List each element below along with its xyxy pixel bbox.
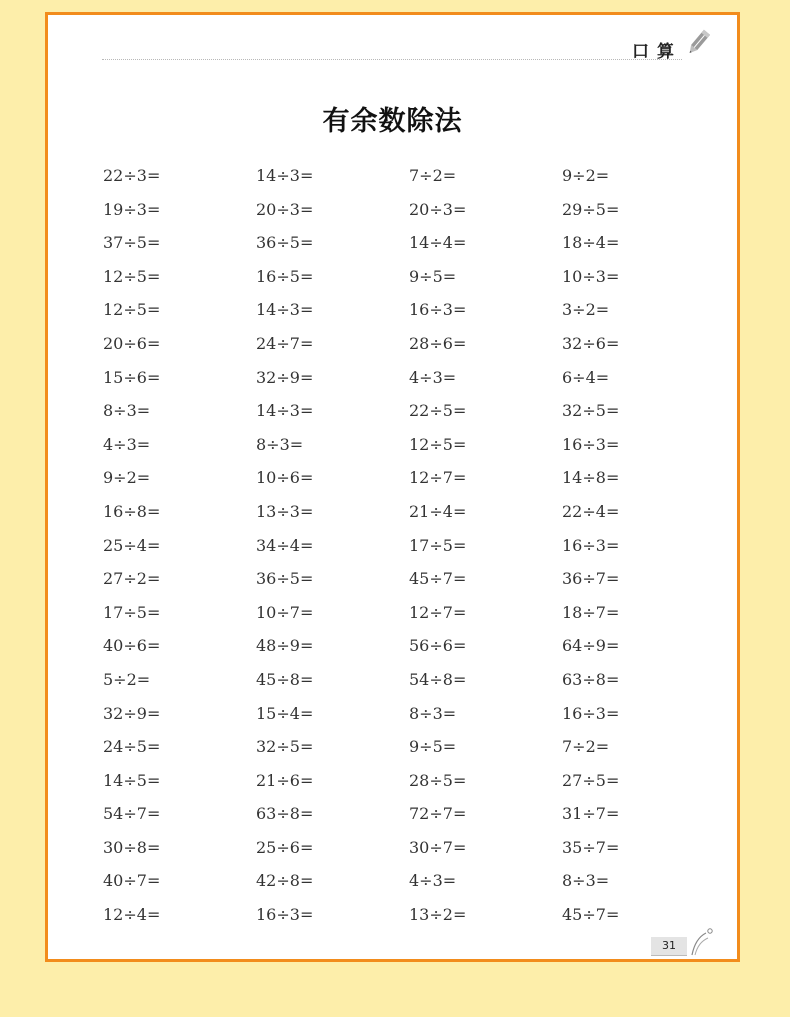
problem-item: 36÷5= (256, 569, 314, 589)
worksheet-page (45, 12, 740, 962)
problem-item: 25÷6= (256, 837, 314, 857)
problem-item: 36÷5= (256, 233, 314, 253)
problem-item: 63÷8= (256, 804, 314, 824)
problem-item: 7÷2= (562, 737, 610, 757)
problem-item: 28÷5= (409, 770, 467, 790)
problem-item: 27÷5= (562, 770, 620, 790)
problem-item: 30÷8= (103, 837, 161, 857)
problem-item: 29÷5= (562, 199, 620, 219)
problem-item: 4÷3= (409, 367, 457, 387)
problem-item: 36÷7= (562, 569, 620, 589)
problem-item: 30÷7= (409, 837, 467, 857)
problem-item: 9÷5= (409, 266, 457, 286)
problem-item: 14÷3= (256, 401, 314, 421)
problem-item: 9÷2= (562, 166, 610, 185)
problem-item: 10÷7= (256, 602, 314, 622)
problem-item: 16÷3= (256, 905, 314, 925)
pencil-icon (685, 29, 711, 57)
problem-item: 9÷2= (103, 468, 151, 488)
problem-item: 12÷7= (409, 602, 467, 622)
problem-item: 45÷8= (256, 669, 314, 689)
problem-item: 20÷3= (256, 199, 314, 219)
problem-item: 12÷5= (103, 266, 161, 286)
problem-item: 16÷3= (562, 434, 620, 454)
header-label: 口算 (632, 42, 682, 62)
problem-item: 8÷3= (409, 703, 457, 723)
problem-item: 63÷8= (562, 669, 620, 689)
problem-item: 42÷8= (256, 871, 314, 891)
problem-item: 45÷7= (409, 569, 467, 589)
problem-item: 64÷9= (562, 636, 620, 656)
problem-item: 20÷6= (103, 333, 161, 353)
problem-item: 7÷2= (409, 166, 457, 185)
problem-item: 14÷5= (103, 770, 161, 790)
problem-item: 10÷6= (256, 468, 314, 488)
problem-item: 17÷5= (103, 602, 161, 622)
problem-item: 4÷3= (103, 434, 151, 454)
problem-item: 14÷3= (256, 166, 314, 185)
problem-item: 22÷3= (103, 166, 161, 185)
problem-item: 8÷3= (562, 871, 610, 891)
problem-item: 22÷4= (562, 501, 620, 521)
problem-item: 24÷5= (103, 737, 161, 757)
problem-item: 13÷3= (256, 501, 314, 521)
problem-item: 8÷3= (103, 401, 151, 421)
problem-item: 10÷3= (562, 266, 620, 286)
problem-item: 34÷4= (256, 535, 314, 555)
problem-item: 16÷3= (562, 703, 620, 723)
problem-item: 19÷3= (103, 199, 161, 219)
problem-item: 13÷2= (409, 905, 467, 925)
problem-item: 25÷4= (103, 535, 161, 555)
problem-item: 40÷7= (103, 871, 161, 891)
problem-item: 5÷2= (103, 669, 151, 689)
problem-item: 56÷6= (409, 636, 467, 656)
problem-item: 24÷7= (256, 333, 314, 353)
problem-item: 6÷4= (562, 367, 610, 387)
page-title: 有余数除法 (322, 106, 463, 137)
problem-item: 12÷7= (409, 468, 467, 488)
problem-item: 31÷7= (562, 804, 620, 824)
problem-item: 20÷3= (409, 199, 467, 219)
problem-item: 54÷7= (103, 804, 161, 824)
problem-item: 16÷5= (256, 266, 314, 286)
problem-item: 18÷4= (562, 233, 620, 253)
problem-item: 21÷4= (409, 501, 467, 521)
problem-item: 21÷6= (256, 770, 314, 790)
problem-item: 17÷5= (409, 535, 467, 555)
problem-item: 48÷9= (256, 636, 314, 656)
problem-item: 32÷9= (256, 367, 314, 387)
problem-item: 18÷7= (562, 602, 620, 622)
problem-item: 14÷4= (409, 233, 467, 253)
problem-item: 72÷7= (409, 804, 467, 824)
problem-item: 4÷3= (409, 871, 457, 891)
problem-item: 32÷5= (562, 401, 620, 421)
problem-item: 14÷3= (256, 300, 314, 320)
problem-item: 16÷3= (409, 300, 467, 320)
problem-item: 12÷5= (103, 300, 161, 320)
problem-item: 15÷4= (256, 703, 314, 723)
problem-item: 40÷6= (103, 636, 161, 656)
problem-item: 32÷9= (103, 703, 161, 723)
problem-item: 37÷5= (103, 233, 161, 253)
problem-item: 8÷3= (256, 434, 304, 454)
problem-item: 12÷4= (103, 905, 161, 925)
problem-item: 22÷5= (409, 401, 467, 421)
problem-item: 27÷2= (103, 569, 161, 589)
swoosh-icon (688, 927, 716, 957)
problem-item: 28÷6= (409, 333, 467, 353)
header-divider (102, 59, 682, 60)
problem-item: 35÷7= (562, 837, 620, 857)
problem-item: 54÷8= (409, 669, 467, 689)
problem-item: 3÷2= (562, 300, 610, 320)
problem-item: 12÷5= (409, 434, 467, 454)
problem-item: 9÷5= (409, 737, 457, 757)
problem-item: 15÷6= (103, 367, 161, 387)
problem-item: 32÷5= (256, 737, 314, 757)
problem-item: 45÷7= (562, 905, 620, 925)
problem-item: 16÷8= (103, 501, 161, 521)
problem-item: 14÷8= (562, 468, 620, 488)
problem-item: 16÷3= (562, 535, 620, 555)
problem-grid (103, 159, 715, 932)
page-number: 31 (651, 937, 687, 956)
problem-item: 32÷6= (562, 333, 620, 353)
